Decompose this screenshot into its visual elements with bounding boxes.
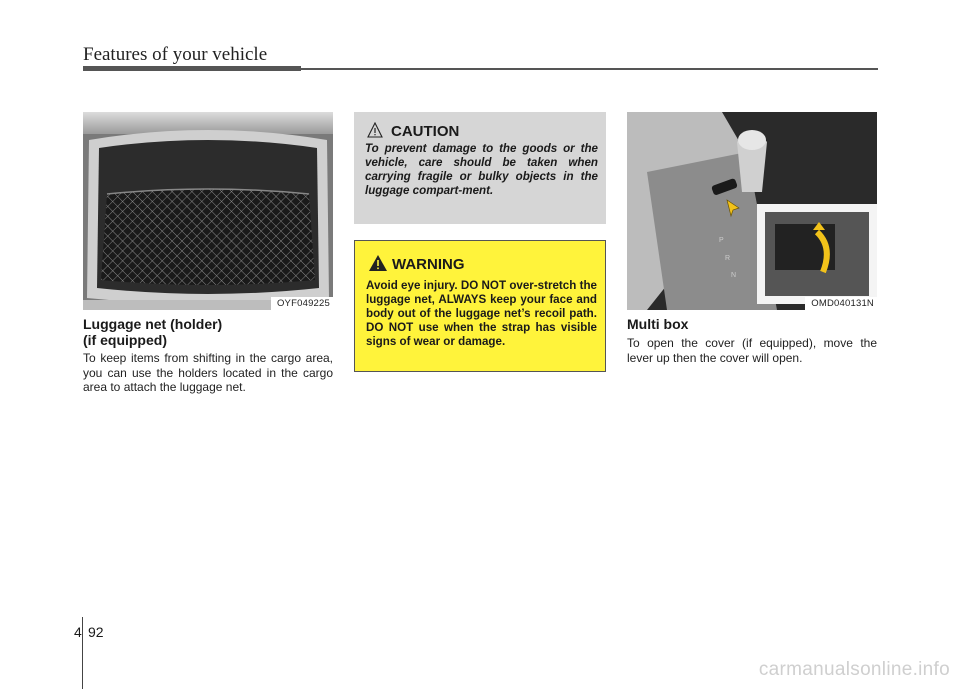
page-number: 92 (88, 624, 104, 640)
warning-text: Avoid eye injury. DO NOT over-stretch the luggage net, ALWAYS keep your face and body out of the luggage net’s recoil path. DO NOT use when the strap has visible signs of wear or damage. (366, 279, 597, 348)
page-header-title: Features of your vehicle (83, 44, 268, 65)
luggage-net-heading: Luggage net (holder) (if equipped) (83, 316, 223, 348)
header-rule (83, 66, 301, 71)
caution-text: To prevent damage to the goods or the vehicle, care should be taken when carrying fragile or bulky objects in the luggage compart-ment. (365, 142, 598, 197)
trunk-illustration (83, 112, 333, 310)
caution-box (354, 112, 606, 224)
multi-box-heading: Multi box (627, 316, 689, 332)
multi-box-paragraph: To open the cover (if equipped), move the lever up then the cover will open. (627, 336, 877, 365)
header-rule-thin (301, 68, 878, 70)
section-number: 4 (74, 624, 82, 640)
luggage-net-photo (83, 112, 333, 310)
luggage-net-paragraph: To keep items from shifting in the cargo area, you can use the holders located in the cargo area to attach the luggage net. (83, 351, 333, 394)
image-caption: OMD040131N (805, 297, 877, 310)
svg-text:P: P (719, 237, 724, 244)
caution-icon (367, 122, 383, 138)
warning-box (354, 240, 606, 372)
console-illustration (627, 112, 877, 310)
svg-text:N: N (731, 272, 737, 279)
watermark: carmanualsonline.info (758, 659, 950, 680)
multi-box-photo (627, 112, 877, 310)
image-caption: OYF049225 (271, 297, 333, 310)
caution-title: CAUTION (391, 123, 460, 140)
footer-rule (82, 617, 83, 689)
warning-icon (368, 254, 388, 272)
svg-text:R: R (725, 255, 731, 262)
warning-title: WARNING (392, 256, 465, 273)
